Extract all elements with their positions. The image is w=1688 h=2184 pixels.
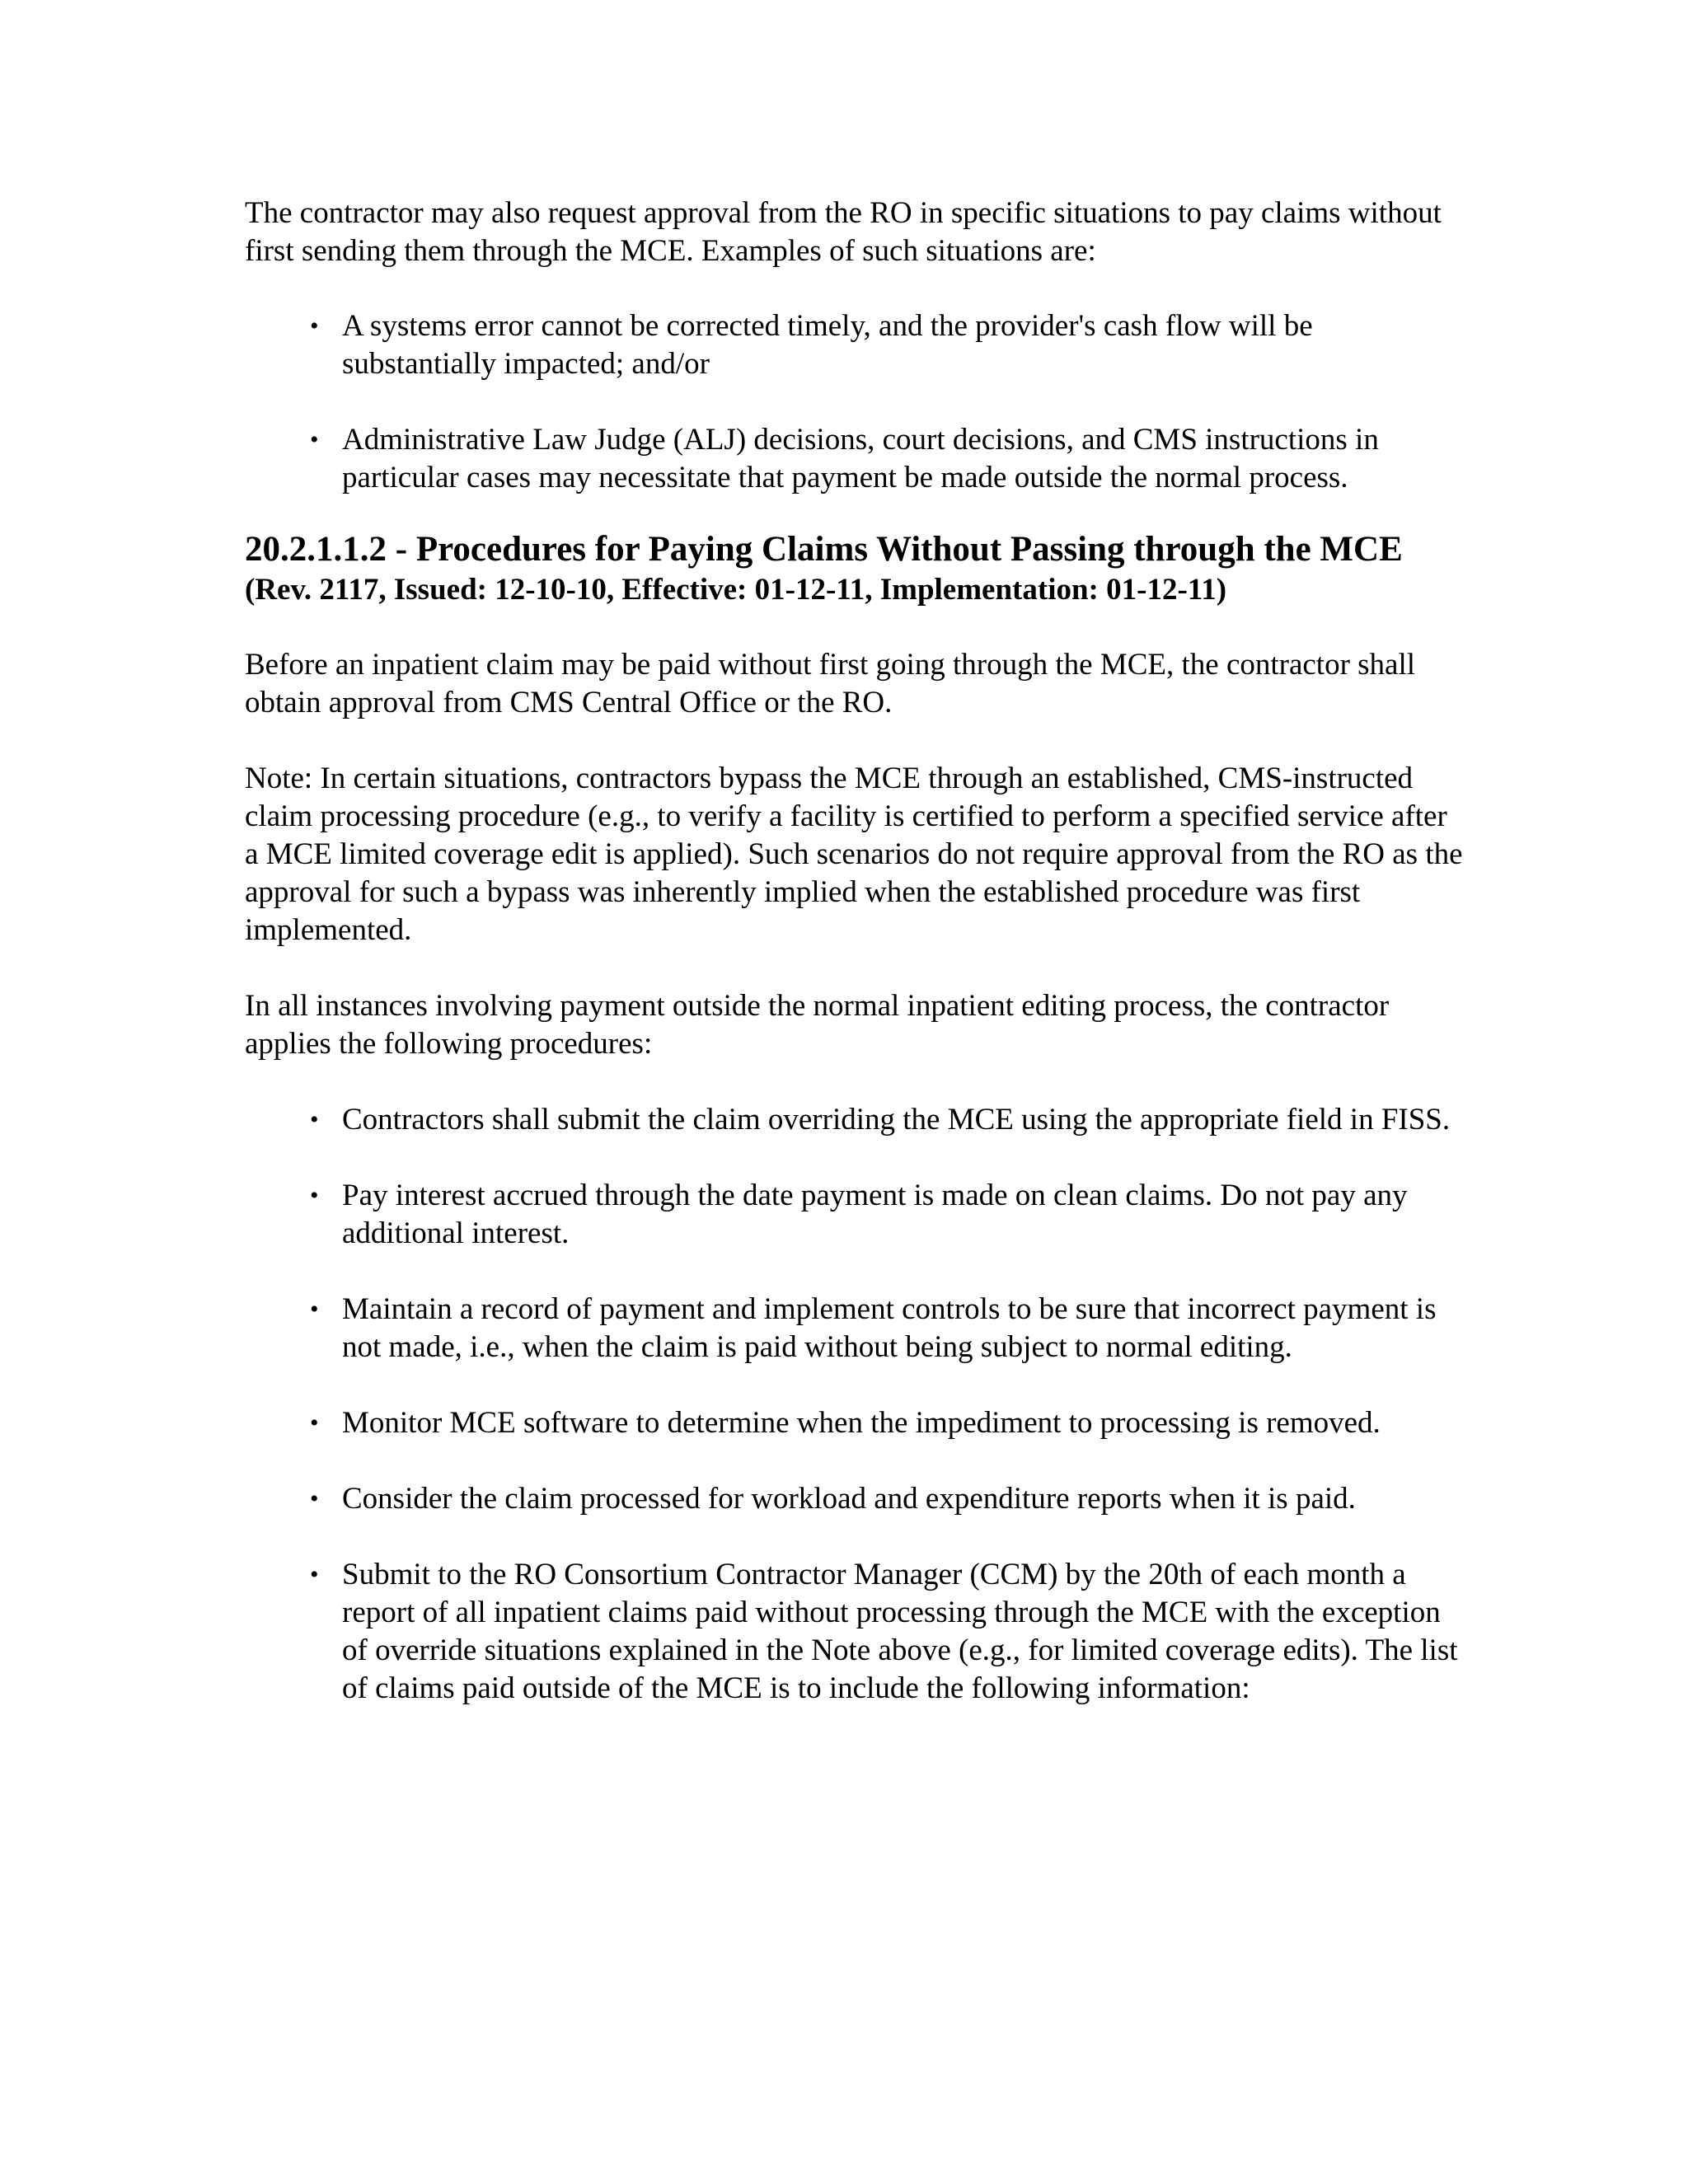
approval-paragraph: Before an inpatient claim may be paid without first going through the MCE, the contractor shall obtain approval from CMS Central Office or the RO. xyxy=(245,648,1416,719)
bullet-icon: • xyxy=(310,1296,319,1323)
bullet-icon: • xyxy=(310,1106,319,1133)
list-item-text: Contractors shall submit the claim overriding the MCE using the appropriate field in FISS. xyxy=(342,1103,1451,1137)
bullet-icon: • xyxy=(310,1409,319,1436)
list-item-text: Maintain a record of payment and implement controls to be sure that incorrect payment is not made, i.e., when the claim is paid without being subject to normal editing. xyxy=(342,1292,1437,1364)
bullet-icon: • xyxy=(310,426,319,453)
list-item-text: Consider the claim processed for workload and expenditure reports when it is paid. xyxy=(342,1482,1356,1516)
list-item-text: Submit to the RO Consortium Contractor Manager (CCM) by the 20th of each month a report of all inpatient claims paid without processing through the MCE with the exception of override situations explained in the Note above (e.g., for limited coverage edits). The list of claims paid outside of the MCE is to include the following information: xyxy=(342,1558,1458,1705)
bullet-icon: • xyxy=(310,1182,319,1209)
situations-list xyxy=(245,307,1465,497)
list-item xyxy=(310,1291,1465,1366)
list-item xyxy=(310,1556,1465,1708)
list-item xyxy=(310,307,1465,383)
bullet-icon: • xyxy=(310,312,319,340)
document-page xyxy=(245,194,1465,1746)
list-item xyxy=(310,1177,1465,1253)
revision-line: (Rev. 2117, Issued: 12-10-10, Effective: 01-12-11, Implementation: 01-12-11) xyxy=(245,573,1227,607)
list-item xyxy=(310,1404,1465,1442)
list-item-text: Administrative Law Judge (ALJ) decisions, court decisions, and CMS instructions in particular cases may necessitate that payment be made outside the normal process. xyxy=(342,423,1379,494)
list-item xyxy=(310,421,1465,497)
section-title: 20.2.1.1.2 - Procedures for Paying Claims Without Passing through the MCE xyxy=(245,530,1403,569)
instances-paragraph: In all instances involving payment outside the normal inpatient editing process, the contractor applies the following procedures: xyxy=(245,989,1390,1061)
list-item-text: A systems error cannot be corrected timely, and the provider's cash flow will be substantially impacted; and/or xyxy=(342,309,1313,381)
bullet-icon: • xyxy=(310,1485,319,1512)
procedures-list xyxy=(245,1101,1465,1708)
list-item-text: Pay interest accrued through the date payment is made on clean claims. Do not pay any additional interest. xyxy=(342,1179,1408,1250)
note-paragraph: Note: In certain situations, contractors bypass the MCE through an established, CMS-instructed claim processing procedure (e.g., to verify a facility is certified to perform a specified service after a MCE limited coverage edit is applied). Such scenarios do not require approval from the RO as the approval for such a bypass was inherently implied when the established procedure was first implemented. xyxy=(245,762,1463,947)
bullet-icon: • xyxy=(310,1561,319,1588)
list-item-text: Monitor MCE software to determine when the impediment to processing is removed. xyxy=(342,1406,1381,1440)
list-item xyxy=(310,1101,1465,1139)
intro-paragraph: The contractor may also request approval from the RO in specific situations to pay claims without first sending them through the MCE. Examples of such situations are: xyxy=(245,196,1442,268)
list-item xyxy=(310,1480,1465,1518)
